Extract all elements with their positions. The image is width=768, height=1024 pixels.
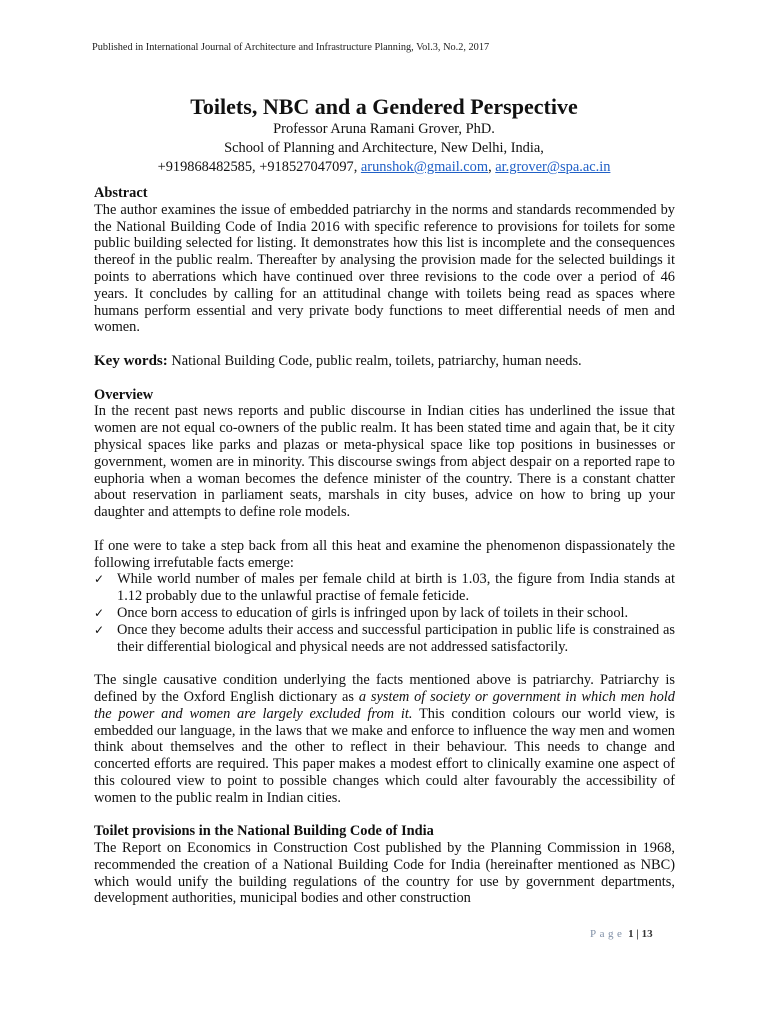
body-content: [94, 185, 675, 907]
email-link-1[interactable]: arunshok@gmail.com: [360, 159, 489, 175]
email-separator: ,: [488, 159, 496, 175]
fact-item: ✓ While world number of males per female child at birth is 1.03, the figure from India stands at 1.12 probably due to the unlawful practise of female feticide.: [94, 571, 675, 605]
overview-paragraph-1: In the recent past news reports and public discourse in Indian cities has underlined the issue that women are not equal co-owners of the public realm. It has been stated time and again that, be it city physical spaces like parks and plazas or meta-physical space like top positions in businesses or government, women are in minority. This discourse swings from abject despair on a reported rape to euphoria when a woman becomes the defence minister of the country. There is a constant chatter about reservation in parliament seats, marshals in city buses, advice on how to bring up your daughter and attempts to define role models.: [94, 403, 675, 521]
author-affiliation: School of Planning and Architecture, New Delhi, India,: [224, 140, 544, 156]
keywords-text: National Building Code, public realm, toilets, patriarchy, human needs.: [167, 352, 582, 369]
checkmark-icon: ✓: [94, 572, 105, 587]
keywords-label: Key words:: [94, 352, 168, 369]
author-contact: [0, 158, 768, 177]
author-name: Professor Aruna Ramani Grover, PhD.: [273, 121, 495, 137]
abstract-text: The author examines the issue of embedded patriarchy in the norms and standards recommended by the National Building Code of India 2016 with specific reference to provisions for toilets for some public building selected for listing. It demonstrates how this list is incomplete and the consequences thereof in the public realm. Thereafter by analysing the provision made for the selected buildings it points to aberrations which have continued over three revisions to the code over a period of 46 years. It concludes by calling for an attitudinal change with toilets being read as spaces where humans perform essential and very private body functions to meet differential needs of men and women.: [94, 201, 675, 336]
abstract-heading: Abstract: [94, 185, 148, 201]
overview-paragraph-2: If one were to take a step back from all this heat and examine the phenomenon dispassionately the following irrefutable facts emerge:: [94, 537, 675, 571]
keywords: [94, 353, 675, 370]
fact-item: ✓ Once they become adults their access and successful participation in public life is constrained as their differential biological and physical needs are not addressed satisfactorily.: [94, 621, 675, 655]
checkmark-icon: ✓: [94, 622, 105, 637]
running-header: Published in International Journal of Architecture and Infrastructure Planning, Vol.3, No.2, 2017: [92, 42, 490, 53]
overview-heading: Overview: [94, 386, 154, 403]
facts-list: [94, 571, 675, 655]
section-heading-toilet-provisions: Toilet provisions in the National Building Code of India: [94, 823, 434, 840]
section-paragraph: The Report on Economics in Construction Cost published by the Planning Commission in 1968, recommended the creation of a National Building Code for India (hereinafter mentioned as NBC) which would unify the building regulations of the country for use by government departments, development authorities, municipal bodies and other construction: [94, 840, 675, 907]
oxford-definition: a system of society or government in which men hold the power and women are largely excluded from it.: [94, 688, 675, 722]
author-phones: +919868482585, +918527047097,: [157, 159, 361, 175]
email-link-2[interactable]: ar.grover@spa.ac.in: [495, 159, 611, 175]
fact-item: ✓ Once born access to education of girls is infringed upon by lack of toilets in their school.: [94, 604, 629, 621]
page-label: Page: [590, 928, 626, 940]
overview-paragraph-3: The single causative condition underlying the facts mentioned above is patriarchy. Patriarchy is defined by the Oxford English dictionary as a system of society or government in which men hold the power and women are largely excluded from it. This condition colours our world view, is embedded our language, in the laws that we make and enforce to influence the way men and women think about themselves and the other to reflect in their behaviour. This needs to change and concerted efforts are required. This paper makes a modest effort to clinically examine one aspect of this coloured view to point to possible changes which could alter favourably the accessibility of women to the public realm in Indian cities.: [94, 672, 675, 806]
page-footer: [590, 928, 653, 940]
paper-title: Toilets, NBC and a Gendered Perspective: [190, 94, 578, 119]
checkmark-icon: ✓: [94, 605, 105, 620]
page-number: 1 | 13: [628, 928, 653, 940]
title-block: [0, 94, 768, 177]
